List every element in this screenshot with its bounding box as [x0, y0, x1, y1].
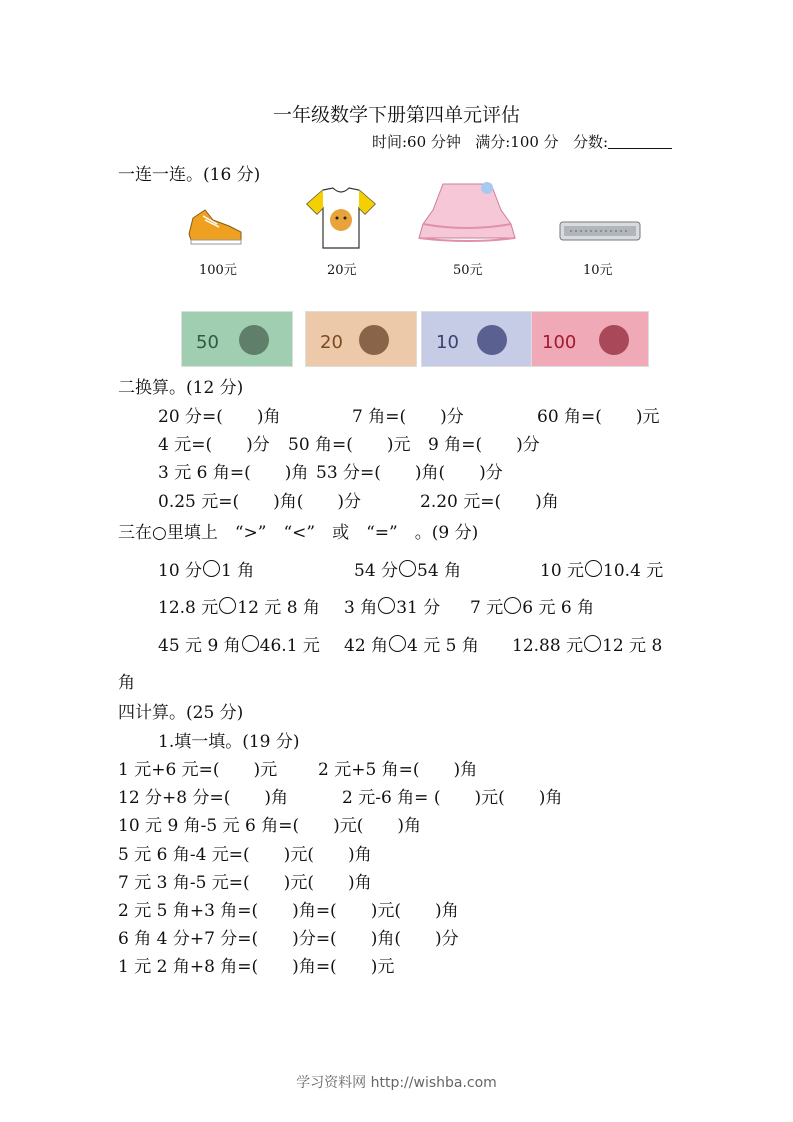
banknote-10	[421, 311, 533, 367]
price-label: 10元	[583, 263, 613, 278]
banknote-value: 20	[320, 332, 343, 353]
skirt-icon	[415, 180, 519, 244]
compare-item: 42 角 4 元 5 角	[344, 636, 479, 656]
question-line[interactable]: 6 角 4 分+7 分=( )分=( )角( )分	[118, 929, 459, 949]
question-line[interactable]: 1 元+6 元=( )元	[118, 760, 278, 780]
question-line[interactable]: 1 元 2 角+8 角=( )角=( )元	[118, 957, 395, 977]
compare-circle[interactable]	[378, 597, 395, 614]
compare-circle[interactable]	[242, 635, 259, 652]
question-line[interactable]: 4 元=( )分	[158, 435, 270, 455]
question-line[interactable]: 5 元 6 角-4 元=( )元( )角	[118, 845, 372, 865]
banknote-value: 50	[196, 332, 219, 353]
section-1-heading: 一连一连。(16 分)	[118, 165, 261, 185]
compare-item: 10 元 10.4 元	[540, 561, 664, 581]
question-line[interactable]: 20 分=( )角	[158, 407, 281, 427]
banknote-100	[531, 311, 649, 367]
full-score: 满分:100 分	[475, 133, 559, 151]
price-label: 100元	[199, 263, 237, 278]
shoe-icon	[183, 196, 245, 248]
question-line[interactable]: 53 分=( )角( )分	[316, 463, 503, 483]
subsection-heading: 1.填一填。(19 分)	[158, 732, 300, 752]
compare-item: 7 元 6 元 6 角	[470, 598, 595, 618]
compare-item: 3 角 31 分	[344, 598, 441, 618]
page-title: 一年级数学下册第四单元评估	[272, 104, 520, 126]
price-label: 20元	[327, 263, 357, 278]
banknote-20	[305, 311, 417, 367]
question-line[interactable]: 7 角=( )分	[352, 407, 464, 427]
question-line[interactable]: 10 元 9 角-5 元 6 角=( )元( )角	[118, 816, 422, 836]
question-line[interactable]: 50 角=( )元	[288, 435, 411, 455]
compare-item: 45 元 9 角 46.1 元	[158, 636, 320, 656]
question-line[interactable]: 2.20 元=( )角	[420, 492, 559, 512]
question-line[interactable]: 3 元 6 角=( )角	[158, 463, 309, 483]
exam-meta	[372, 131, 672, 152]
question-line[interactable]: 12 分+8 分=( )角	[118, 788, 289, 808]
compare-item: 10 分 1 角	[158, 561, 255, 581]
banknote-50	[181, 311, 293, 367]
banknote-value: 10	[436, 332, 459, 353]
question-line[interactable]: 60 角=( )元	[537, 407, 660, 427]
compare-circle[interactable]	[219, 597, 236, 614]
compare-circle[interactable]	[584, 635, 601, 652]
question-line[interactable]: 2 元 5 角+3 角=( )角=( )元( )角	[118, 901, 459, 921]
footer-watermark[interactable]: 学习资料网 http://wishba.com	[296, 1075, 497, 1091]
compare-item: 54 分 54 角	[354, 561, 462, 581]
question-line[interactable]: 2 元+5 角=( )角	[318, 760, 478, 780]
question-line[interactable]: 9 角=( )分	[428, 435, 540, 455]
banknote-value: 100	[542, 332, 577, 353]
wrapped-text: 角	[118, 673, 135, 693]
question-line[interactable]: 0.25 元=( )角( )分	[158, 492, 362, 512]
compare-circle[interactable]	[389, 635, 406, 652]
section-4-heading: 四计算。(25 分)	[118, 703, 244, 723]
compare-circle[interactable]	[585, 560, 602, 577]
compare-item: 12.88 元 12 元 8	[512, 636, 663, 656]
question-line[interactable]: 2 元-6 角= ( )元( )角	[342, 788, 563, 808]
section-2-heading: 二换算。(12 分)	[118, 378, 244, 398]
time-limit: 时间:60 分钟	[372, 133, 461, 151]
price-label: 50元	[453, 263, 483, 278]
compare-circle[interactable]	[504, 597, 521, 614]
tshirt-icon	[305, 186, 377, 252]
score-label: 分数:	[573, 133, 609, 151]
score-blank[interactable]	[608, 134, 672, 149]
harmonica-icon	[558, 218, 642, 244]
compare-circle[interactable]	[203, 560, 220, 577]
question-line[interactable]: 7 元 3 角-5 元=( )元( )角	[118, 873, 372, 893]
compare-circle[interactable]	[399, 560, 416, 577]
compare-item: 12.8 元 12 元 8 角	[158, 598, 320, 618]
section-3-heading: 三在○里填上 “>” “<” 或 “=” 。(9 分)	[118, 523, 479, 543]
